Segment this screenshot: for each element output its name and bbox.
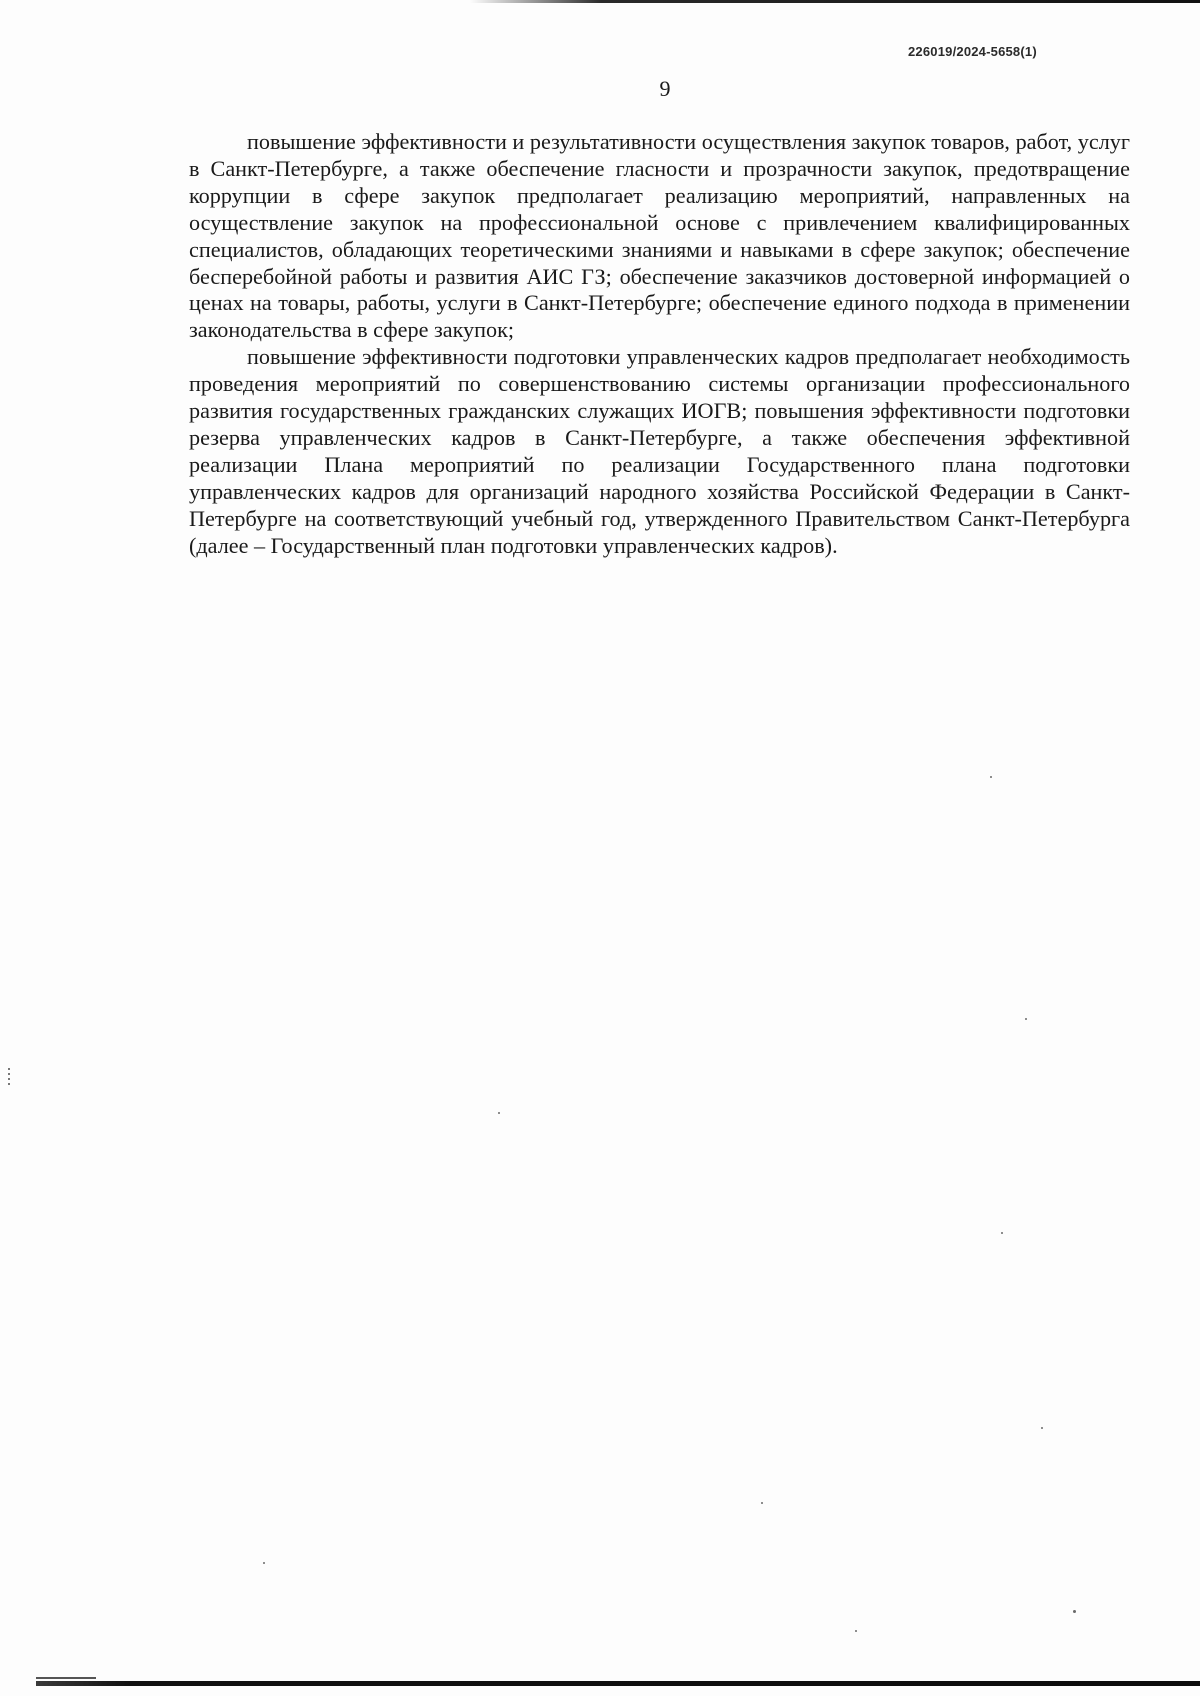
page-number: 9 — [659, 76, 671, 101]
scan-speck — [263, 1562, 265, 1564]
scan-speck — [1073, 1610, 1076, 1613]
document-registration-number: 226019/2024-5658(1) — [908, 44, 1037, 59]
scan-speck — [855, 1630, 857, 1632]
scan-speck — [761, 1502, 763, 1504]
scan-speck — [498, 1112, 500, 1114]
paragraph-procurement-efficiency: повышение эффективности и результативности осуществления закупок товаров, работ, услуг в Санкт-Петербурге, а также обеспечение гласности и прозрачности закупок, предотвращение коррупции в сфере закупок предполагает реализацию мероприятий, направленных на осуществление закупок на профессиональной основе с привлечением квалифицированных специалистов, обладающих теоретическими знаниями и навыками в сфере закупок; обеспечение бесперебойной работы и развития АИС ГЗ; обеспечение заказчиков достоверной информацией о ценах на товары, работы, услуги в Санкт-Петербурге; обеспечение единого подхода в применении законодательства в сфере закупок; — [189, 129, 1130, 343]
paragraph-management-training: повышение эффективности подготовки управленческих кадров предполагает необходимость проведения мероприятий по совершенствованию системы организации профессионального развития государственных гражданских служащих ИОГВ; повышения эффективности подготовки резерва управленческих кадров в Санкт-Петербурге, а также обеспечения эффективной реализации Плана мероприятий по реализации Государственного плана подготовки управленческих кадров для организаций народного хозяйства Российской Федерации в Санкт-Петербурге на соответствующий учебный год, утвержденного Правительством Санкт-Петербурга (далее – Государственный план подготовки управленческих кадров). — [189, 344, 1130, 558]
scan-speck — [1001, 1232, 1003, 1234]
scan-speck — [990, 776, 992, 778]
scan-speck — [1041, 1427, 1043, 1429]
scan-speck — [1025, 1018, 1027, 1020]
document-body — [189, 129, 1130, 560]
scan-bottom-edge-thin — [36, 1677, 96, 1679]
scan-bottom-edge — [36, 1681, 1200, 1686]
scan-top-edge — [470, 0, 1200, 3]
scan-edge-marks — [8, 1068, 10, 1088]
